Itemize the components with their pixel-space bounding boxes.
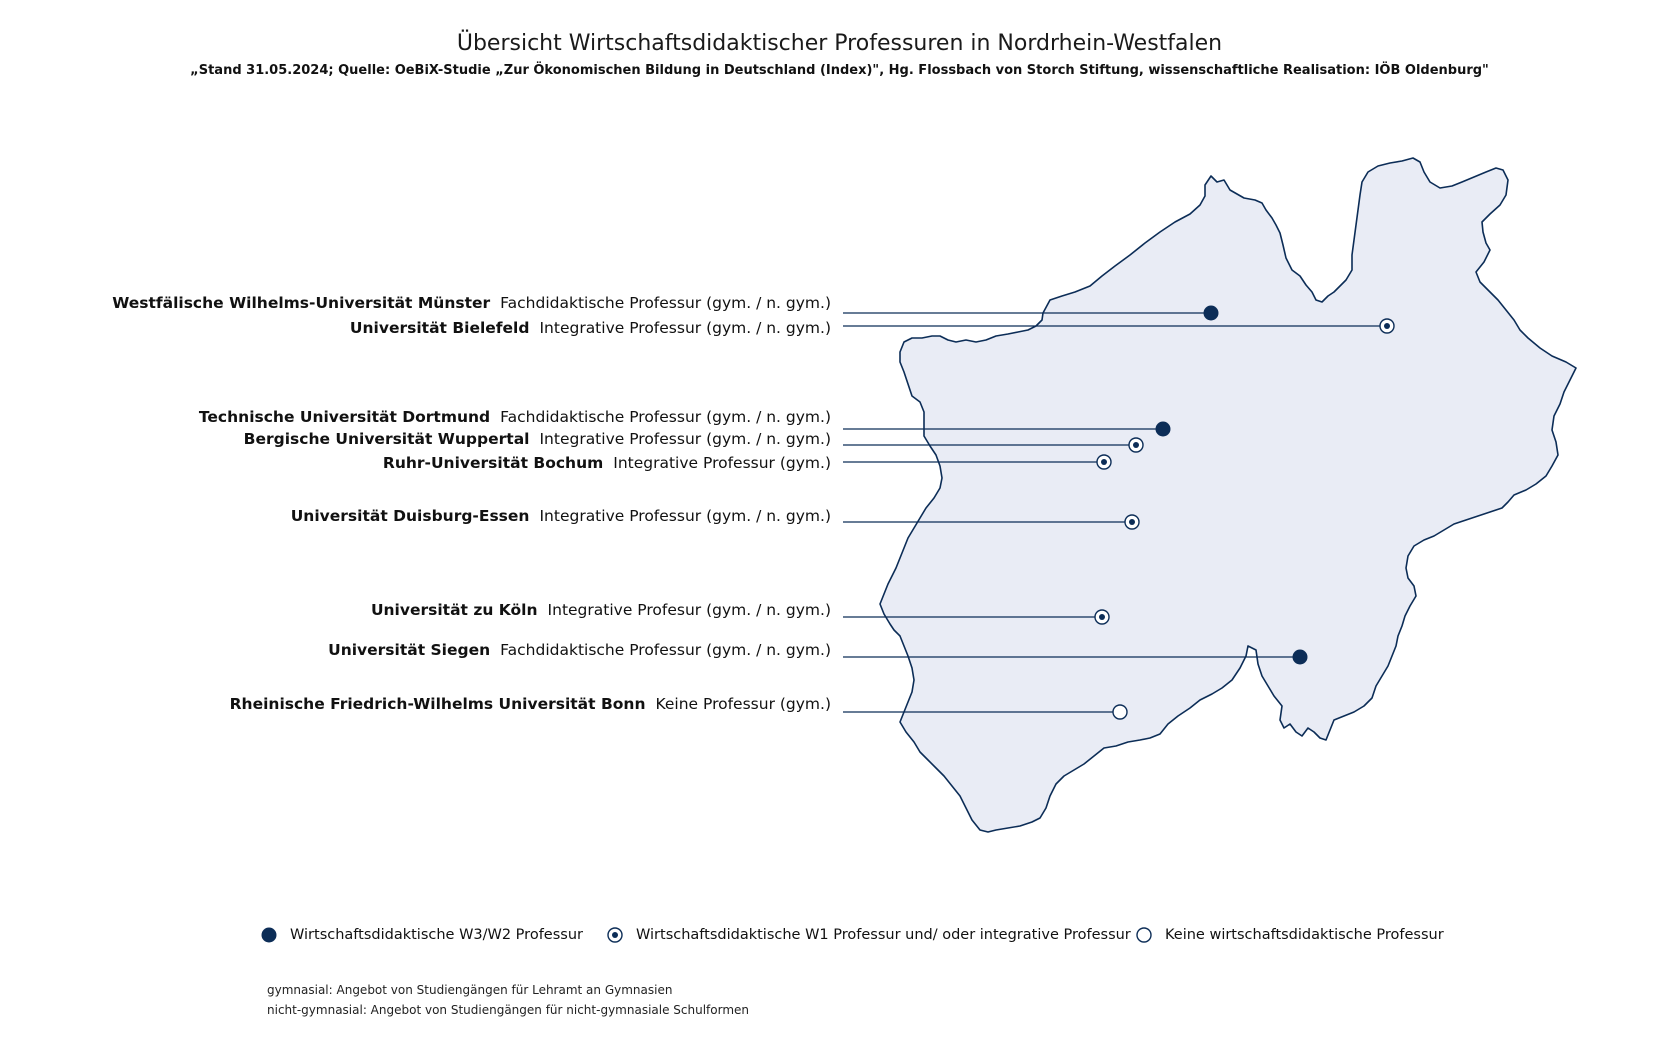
university-row-technische-universitat-dortmund — [199, 408, 831, 430]
legend-label: Wirtschaftsdidaktische W1 Professur und/ oder integrative Professur — [636, 927, 1131, 943]
empty-marker-icon — [1113, 705, 1127, 719]
map-subtitle: „Stand 31.05.2024; Quelle: OeBiX-Studie „Zur Ökonomischen Bildung in Deutschland (Index)", Hg. Flossbach von Storch Stiftung, wissenschaftliche Realisation: IÖB Oldenburg" — [190, 63, 1489, 78]
nrw-state-outline — [880, 158, 1576, 832]
legend-item-none — [1135, 926, 1444, 944]
legend-item-w1-integrative — [606, 926, 1131, 944]
dotted-marker-icon — [1097, 455, 1111, 469]
filled-circle-icon — [260, 926, 278, 944]
professorship-type: Fachdidaktische Professur (gym. / n. gym.) — [500, 294, 831, 312]
professorship-type: Integrative Professur (gym. / n. gym.) — [539, 319, 831, 337]
university-name: Rheinische Friedrich-Wilhelms Universität Bonn — [229, 695, 646, 713]
university-name: Westfälische Wilhelms-Universität Münster — [112, 294, 491, 312]
university-row-ruhr-universitat-bochum — [383, 454, 831, 476]
university-row-universitat-duisburg-essen — [291, 507, 831, 529]
professorship-type: Integrative Professur (gym. / n. gym.) — [539, 430, 831, 448]
legend-label: Keine wirtschaftsdidaktische Professur — [1165, 927, 1444, 943]
filled-marker-icon — [1293, 650, 1308, 665]
university-name: Universität Duisburg-Essen — [290, 507, 530, 525]
university-row-universitat-zu-koln — [371, 601, 831, 623]
professorship-type: Integrative Professur (gym.) — [613, 454, 831, 472]
university-row-universitat-bielefeld — [350, 319, 831, 341]
university-name: Ruhr-Universität Bochum — [382, 454, 604, 472]
university-name: Universität zu Köln — [370, 601, 538, 619]
professorship-type: Fachdidaktische Professur (gym. / n. gym.) — [500, 408, 831, 426]
filled-marker-icon — [1156, 422, 1171, 437]
map-title: Übersicht Wirtschaftsdidaktischer Professuren in Nordrhein-Westfalen — [456, 31, 1223, 56]
footnote-nicht-gymnasial: nicht-gymnasial: Angebot von Studiengängen für nicht-gymnasiale Schulformen — [267, 1003, 750, 1017]
legend-item-w3-w2 — [260, 926, 583, 944]
professorship-type: Keine Professur (gym.) — [655, 695, 831, 713]
dotted-marker-icon — [1129, 438, 1143, 452]
professorship-type: Integrative Profesur (gym. / n. gym.) — [547, 601, 831, 619]
empty-circle-icon — [1135, 926, 1153, 944]
professorship-type: Integrative Professur (gym. / n. gym.) — [539, 507, 831, 525]
university-row-westfalische-wilhelms-universitat-munster — [112, 294, 831, 316]
footnote-gymnasial: gymnasial: Angebot von Studiengängen für Lehramt an Gymnasien — [267, 983, 673, 997]
university-name: Bergische Universität Wuppertal — [243, 430, 530, 448]
university-name: Universität Bielefeld — [349, 319, 530, 337]
dotted-marker-icon — [1095, 610, 1109, 624]
university-name: Technische Universität Dortmund — [198, 408, 491, 426]
dotted-marker-icon — [1380, 319, 1394, 333]
legend-label: Wirtschaftsdidaktische W3/W2 Professur — [290, 927, 583, 943]
university-row-bergische-universitat-wuppertal — [244, 430, 831, 452]
filled-marker-icon — [1204, 306, 1219, 321]
university-row-universitat-siegen — [328, 641, 831, 663]
university-name: Universität Siegen — [328, 641, 491, 659]
professorship-type: Fachdidaktische Professur (gym. / n. gym.) — [500, 641, 831, 659]
dotted-marker-icon — [1125, 515, 1139, 529]
university-row-rheinische-friedrich-wilhelms-universitat-bonn — [230, 695, 831, 717]
dotted-circle-icon — [606, 926, 624, 944]
